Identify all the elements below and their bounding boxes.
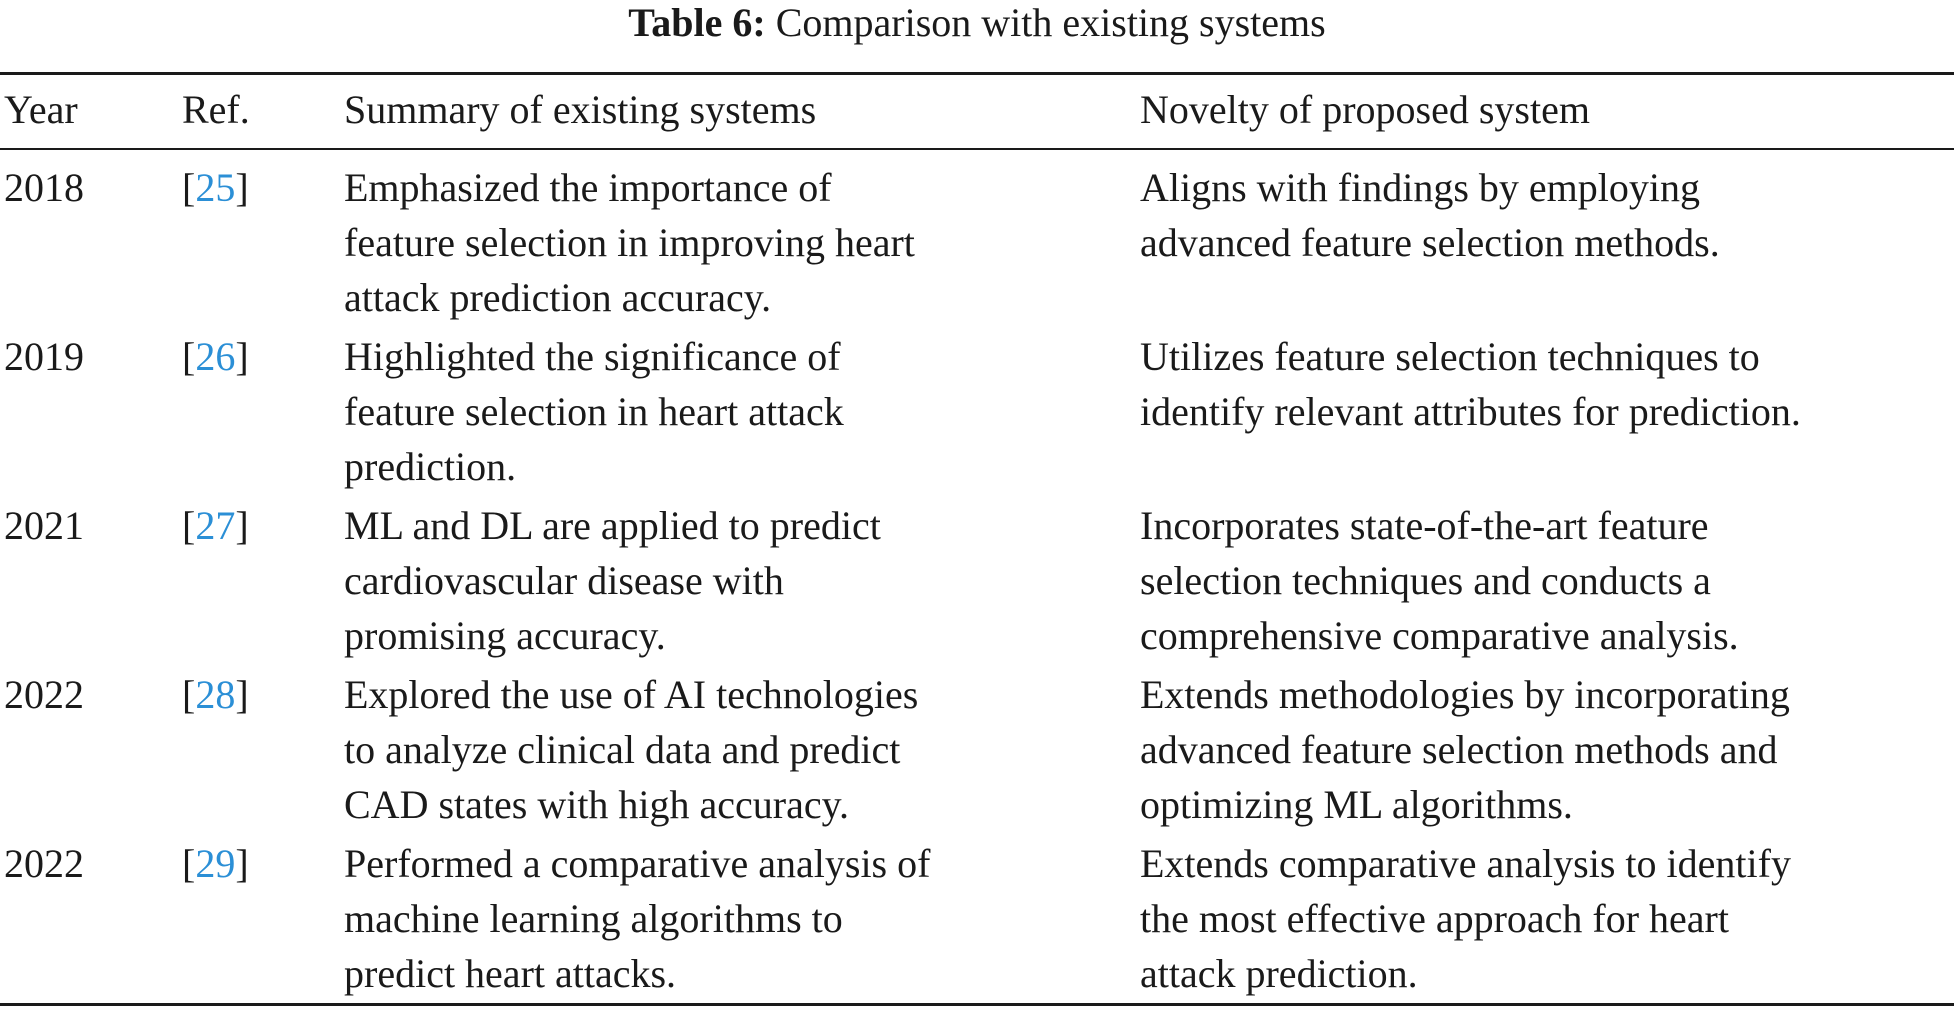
header-novelty: Novelty of proposed system [1140,87,1590,132]
top-rule [0,72,1954,75]
ref-bracket-close: ] [235,841,249,886]
novelty-line: optimizing ML algorithms. [1140,782,1573,827]
summary-line: machine learning algorithms to [344,896,843,941]
bottom-rule [0,1003,1954,1006]
year-cell: 2019 [4,334,84,379]
ref-link[interactable]: 26 [195,334,236,379]
summary-line: Highlighted the significance of [344,334,841,379]
novelty-line: attack prediction. [1140,951,1418,996]
novelty-line: advanced feature selection methods and [1140,727,1778,772]
ref-cell [182,498,249,553]
summary-line: feature selection in heart attack [344,389,844,434]
summary-line: feature selection in improving heart [344,220,915,265]
ref-bracket-open: [ [182,165,196,210]
ref-bracket-close: ] [235,165,249,210]
novelty-line: Extends comparative analysis to identify [1140,841,1791,886]
year-cell: 2018 [4,165,84,210]
summary-line: attack prediction accuracy. [344,275,772,320]
ref-bracket-close: ] [235,334,249,379]
caption-label: Table 6: [628,0,766,45]
table-body [0,160,1954,1005]
summary-line: predict heart attacks. [344,951,677,996]
summary-line: prediction. [344,444,517,489]
novelty-cell [1140,160,1954,270]
novelty-line: selection techniques and conducts a [1140,558,1711,603]
novelty-cell [1140,836,1954,1001]
ref-cell [182,329,249,384]
header-year: Year [4,87,78,132]
summary-line: Performed a comparative analysis of [344,841,931,886]
summary-cell [344,329,1124,494]
novelty-line: Aligns with findings by employing [1140,165,1700,210]
header-summary: Summary of existing systems [344,87,817,132]
header-rule [0,148,1954,150]
summary-line: cardiovascular disease with [344,558,784,603]
table-row [0,836,1954,1005]
ref-bracket-close: ] [235,672,249,717]
caption-title: Comparison with existing systems [775,0,1326,45]
summary-line: CAD states with high accuracy. [344,782,850,827]
summary-line: promising accuracy. [344,613,666,658]
ref-bracket-close: ] [235,503,249,548]
year-cell: 2021 [4,503,84,548]
ref-bracket-open: [ [182,503,196,548]
ref-bracket-open: [ [182,334,196,379]
ref-link[interactable]: 28 [195,672,236,717]
summary-cell [344,160,1124,325]
table-row [0,667,1954,836]
table-row [0,160,1954,329]
year-cell: 2022 [4,841,84,886]
table-caption [0,0,1954,52]
summary-cell [344,836,1124,1001]
summary-line: to analyze clinical data and predict [344,727,901,772]
table-row [0,329,1954,498]
summary-line: ML and DL are applied to predict [344,503,881,548]
ref-link[interactable]: 25 [195,165,236,210]
ref-cell [182,836,249,891]
novelty-line: comprehensive comparative analysis. [1140,613,1739,658]
novelty-line: Incorporates state-of-the-art feature [1140,503,1709,548]
novelty-line: Extends methodologies by incorporating [1140,672,1790,717]
summary-cell [344,667,1124,832]
ref-bracket-open: [ [182,841,196,886]
novelty-cell [1140,667,1954,832]
ref-link[interactable]: 29 [195,841,236,886]
summary-line: Emphasized the importance of [344,165,832,210]
header-ref: Ref. [182,87,250,132]
ref-link[interactable]: 27 [195,503,236,548]
novelty-line: Utilizes feature selection techniques to [1140,334,1760,379]
summary-cell [344,498,1124,663]
novelty-line: advanced feature selection methods. [1140,220,1720,265]
table-header-row [0,82,1954,142]
year-cell: 2022 [4,672,84,717]
novelty-line: identify relevant attributes for prediction. [1140,389,1801,434]
ref-cell [182,160,249,215]
summary-line: Explored the use of AI technologies [344,672,919,717]
novelty-cell [1140,498,1954,663]
novelty-line: the most effective approach for heart [1140,896,1729,941]
ref-cell [182,667,249,722]
novelty-cell [1140,329,1954,439]
table-row [0,498,1954,667]
ref-bracket-open: [ [182,672,196,717]
